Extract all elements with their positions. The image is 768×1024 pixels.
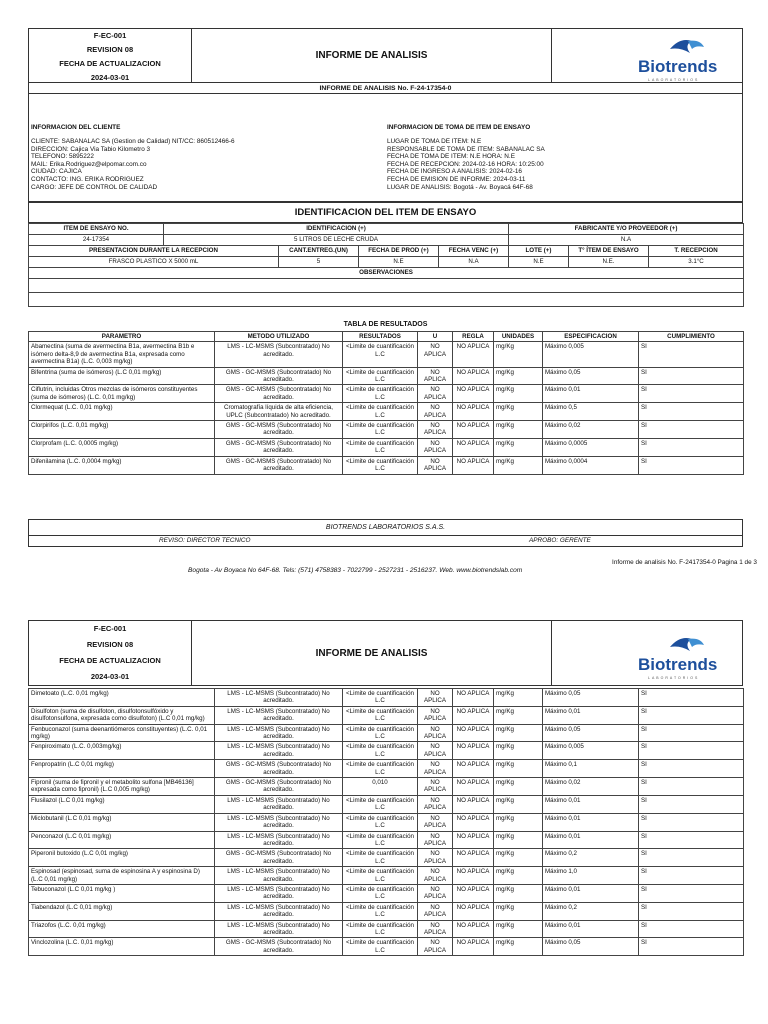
cell-especificacion: Máximo 0,2 [543, 849, 639, 867]
cell-parametro: Clorpirifos (L.C. 0,01 mg/kg) [29, 421, 215, 439]
logo-sub: LABORATORIOS [648, 78, 700, 82]
cell-parametro: Dimetoato (L.C. 0,01 mg/kg) [29, 689, 215, 707]
cell-resultado: <Limite de cuantificación L.C [343, 760, 418, 778]
cell-regla: NO APLICA [453, 403, 494, 421]
cell-unidades: mg/Kg [494, 778, 543, 796]
results-title: TABLA DE RESULTADOS [343, 321, 428, 328]
result-row [29, 403, 744, 421]
cell-resultado: <Limite de cuantificación L.C [343, 706, 418, 724]
cell-u: NO APLICA [418, 849, 453, 867]
cell-parametro: Tebuconazol (L.C 0,01 mg/kg ) [29, 884, 215, 902]
h-maker: FABRICANTE Y/O PROVEEDOR (+) [509, 224, 744, 235]
cell-regla: NO APLICA [453, 813, 494, 831]
cell-unidades: mg/Kg [494, 742, 543, 760]
cell-resultado: <Limite de cuantificación L.C [343, 403, 418, 421]
results-table-page1 [28, 331, 744, 475]
h-venc: FECHA VENC (+) [439, 246, 509, 257]
cell-unidades: mg/Kg [494, 438, 543, 456]
cell-parametro: Vinclozolina (L.C. 0,01 mg/kg) [29, 938, 215, 956]
cell-metodo: LMS - LC-MSMS (Subcontratado) No acreditado. [215, 342, 343, 367]
cell-unidades: mg/Kg [494, 813, 543, 831]
cell-u: NO APLICA [418, 938, 453, 956]
cell-cumplimiento: SI [639, 778, 744, 796]
client-info [31, 138, 381, 191]
logo-mark-icon [666, 635, 706, 653]
result-row [29, 813, 744, 831]
result-row [29, 795, 744, 813]
cell-especificacion: Máximo 0,05 [543, 689, 639, 707]
cell-parametro: Triazofos (L.C. 0,01 mg/kg) [29, 920, 215, 938]
h-cumplimiento: CUMPLIMIENTO [639, 332, 744, 342]
cell-resultado: <Limite de cuantificación L.C [343, 920, 418, 938]
cell-u: NO APLICA [418, 385, 453, 403]
result-row [29, 920, 744, 938]
cell-resultado: <Limite de cuantificación L.C [343, 813, 418, 831]
cell-metodo: LMS - LC-MSMS (Subcontratado) No acreditado. [215, 920, 343, 938]
cell-cumplimiento: SI [639, 920, 744, 938]
cell-cumplimiento: SI [639, 438, 744, 456]
cell-regla: NO APLICA [453, 920, 494, 938]
cell-u: NO APLICA [418, 742, 453, 760]
sampling-line: FECHA DE RECEPCION: 2024-02-16 HORA: 10:25:00 [387, 160, 544, 168]
report-number: INFORME DE ANALISIS No. F-24-17354-0 [319, 85, 452, 92]
cell-cumplimiento: SI [639, 813, 744, 831]
cell-parametro: Fipronil (suma de fipronil y el metabolito sulfona [MB46136] expresada como fipronil) (L.C 0,005 mg/kg) [29, 778, 215, 796]
logo-sub: LABORATORIOS [648, 676, 700, 680]
cell-cumplimiento: SI [639, 385, 744, 403]
cell-resultado: <Limite de cuantificación L.C [343, 795, 418, 813]
result-row [29, 867, 744, 885]
result-row [29, 724, 744, 742]
result-row [29, 456, 744, 474]
address: Bogota - Av Boyaca No 64F-68. Tels: (571) 4758383 - 7022799 - 2527231 - 2516237. Web. www.biotrendslab.com [188, 567, 523, 574]
presentation: FRASCO PLASTICO X 5000 mL [29, 257, 279, 268]
revision: REVISION 08 [86, 640, 134, 649]
sampling-line: FECHA DE INGRESO A ANALISIS: 2024-02-16 [387, 168, 522, 176]
cell-regla: NO APLICA [453, 849, 494, 867]
cell-parametro: Piperonil butoxido (L.C 0,01 mg/kg) [29, 849, 215, 867]
cell-cumplimiento: SI [639, 795, 744, 813]
result-row [29, 385, 744, 403]
cell-especificacion: Máximo 0,01 [543, 884, 639, 902]
cell-regla: NO APLICA [453, 831, 494, 849]
results-header-row [29, 332, 744, 342]
cell-especificacion: Máximo 0,5 [543, 403, 639, 421]
cell-especificacion: Máximo 0,005 [543, 742, 639, 760]
cell-unidades: mg/Kg [494, 456, 543, 474]
client-line: CIUDAD: CAJICA [31, 168, 82, 176]
cell-cumplimiento: SI [639, 403, 744, 421]
result-row [29, 367, 744, 385]
cell-regla: NO APLICA [453, 778, 494, 796]
cell-metodo: LMS - LC-MSMS (Subcontratado) No acreditado. [215, 795, 343, 813]
h-prod: FECHA DE PROD (+) [359, 246, 439, 257]
result-row [29, 689, 744, 707]
cell-u: NO APLICA [418, 403, 453, 421]
cell-unidades: mg/Kg [494, 689, 543, 707]
sampling-line: RESPONSABLE DE TOMA DE ITEM: SABANALAC SA [387, 145, 545, 153]
cell-unidades: mg/Kg [494, 938, 543, 956]
result-row [29, 706, 744, 724]
cell-parametro: Penconazol (L.C 0,01 mg/kg) [29, 831, 215, 849]
cell-especificacion: Máximo 0,01 [543, 795, 639, 813]
cell-metodo: GMS - GC-MSMS (Subcontratado) No acreditado. [215, 760, 343, 778]
biotrends-logo [638, 641, 734, 681]
client-heading: INFORMACION DEL CLIENTE [31, 124, 121, 131]
result-row [29, 421, 744, 439]
footer-lab-row [28, 519, 743, 536]
cell-cumplimiento: SI [639, 421, 744, 439]
qty: 5 [279, 257, 359, 268]
cell-unidades: mg/Kg [494, 831, 543, 849]
cell-metodo: GMS - GC-MSMS (Subcontratado) No acreditado. [215, 938, 343, 956]
h-u: U [418, 332, 453, 342]
cell-regla: NO APLICA [453, 438, 494, 456]
cell-resultado: <Limite de cuantificación L.C [343, 421, 418, 439]
cell-metodo: GMS - GC-MSMS (Subcontratado) No acreditado. [215, 456, 343, 474]
cell-especificacion: Máximo 0,0004 [543, 456, 639, 474]
cell-regla: NO APLICA [453, 689, 494, 707]
cell-metodo: LMS - LC-MSMS (Subcontratado) No acreditado. [215, 902, 343, 920]
cell-regla: NO APLICA [453, 902, 494, 920]
cell-especificacion: Máximo 0,005 [543, 342, 639, 367]
cell-parametro: Miclobutanil (L.C 0,01 mg/kg) [29, 813, 215, 831]
footer-sign-row [28, 535, 743, 547]
cell-regla: NO APLICA [453, 421, 494, 439]
item-section-title-row [28, 202, 743, 223]
observations-blank [29, 293, 744, 307]
temp-rec: 3.1°C [649, 257, 744, 268]
prod-date: N.E [359, 257, 439, 268]
update-date: 2024-03-01 [90, 672, 130, 681]
cell-regla: NO APLICA [453, 884, 494, 902]
cell-regla: NO APLICA [453, 342, 494, 367]
cell-metodo: LMS - LC-MSMS (Subcontratado) No acreditado. [215, 742, 343, 760]
cell-regla: NO APLICA [453, 456, 494, 474]
cell-resultado: <Limite de cuantificación L.C [343, 456, 418, 474]
cell-unidades: mg/Kg [494, 760, 543, 778]
page1-header [28, 28, 743, 83]
cell-regla: NO APLICA [453, 706, 494, 724]
cell-resultado: <Limite de cuantificación L.C [343, 884, 418, 902]
cell-u: NO APLICA [418, 706, 453, 724]
cell-resultado: <Limite de cuantificación L.C [343, 938, 418, 956]
cell-unidades: mg/Kg [494, 795, 543, 813]
info-block [28, 93, 743, 202]
cell-resultado: 0,010 [343, 778, 418, 796]
cell-parametro: Bifentrina (suma de isómeros) (L.C 0,01 mg/kg) [29, 367, 215, 385]
cell-unidades: mg/Kg [494, 342, 543, 367]
cell-metodo: GMS - GC-MSMS (Subcontratado) No acreditado. [215, 438, 343, 456]
cell-parametro: Fenbuconazol (suma deenantiómeros constituyentes) (L.C. 0,01 mg/kg) [29, 724, 215, 742]
cell-resultado: <Limite de cuantificación L.C [343, 867, 418, 885]
result-row [29, 831, 744, 849]
sampling-line: LUGAR DE TOMA DE ITEM: N.E [387, 138, 482, 145]
form-code: F-EC-001 [93, 624, 127, 633]
h-lote: LOTE (+) [509, 246, 569, 257]
biotrends-logo [638, 43, 734, 83]
cell-u: NO APLICA [418, 456, 453, 474]
client-line: DIRECCION: Cajica Via Tabio Kilometro 3 [31, 145, 151, 153]
sampling-heading: INFORMACION DE TOMA DE ITEM DE ENSAYO [387, 124, 531, 131]
cell-u: NO APLICA [418, 813, 453, 831]
cell-u: NO APLICA [418, 689, 453, 707]
cell-cumplimiento: SI [639, 689, 744, 707]
cell-metodo: Cromatografía líquida de alta eficiencia, UPLC (Subcontratado) No acreditado. [215, 403, 343, 421]
logo-cell [551, 29, 742, 82]
cell-metodo: LMS - LC-MSMS (Subcontratado) No acreditado. [215, 831, 343, 849]
cell-parametro: Disulfoton (suma de disulfoton, disulfotonsulfóxido y disulfotonsulfona, expresada como disulfoton) (L.C 0,01 mg/kg) [29, 706, 215, 724]
cell-u: NO APLICA [418, 884, 453, 902]
observations-heading: OBSERVACIONES [29, 268, 744, 279]
cell-cumplimiento: SI [639, 760, 744, 778]
lote: N.E [509, 257, 569, 268]
cell-parametro: Flusilazol (L.C 0,01 mg/kg) [29, 795, 215, 813]
cell-regla: NO APLICA [453, 724, 494, 742]
cell-unidades: mg/Kg [494, 385, 543, 403]
page-info: Informe de analisis No. F-2417354-0 Pagina 1 de 3 [612, 559, 757, 566]
cell-cumplimiento: SI [639, 456, 744, 474]
reviewed-by: REVISO: DIRECTOR TECNICO [159, 537, 251, 544]
cell-parametro: Fenpiroximato (L.C. 0,003mg/kg) [29, 742, 215, 760]
h-temp-item: T° ÍTEM DE ENSAYO [569, 246, 649, 257]
cell-unidades: mg/Kg [494, 403, 543, 421]
h-qty: CANT.ENTREG.(UN) [279, 246, 359, 257]
results-table-page2 [28, 688, 744, 956]
sampling-line: LUGAR DE ANALISIS: Bogotá - Av. Boyacá 64F-68 [387, 183, 533, 191]
h-ident: IDENTIFICACION (+) [164, 224, 509, 235]
cell-especificacion: Máximo 0,01 [543, 831, 639, 849]
client-line: CLIENTE: SABANALAC SA (Gestion de Calidad) NIT/CC: 860512466-6 [31, 138, 235, 145]
item-table [28, 223, 744, 307]
cell-resultado: <Limite de cuantificación L.C [343, 902, 418, 920]
logo-cell [551, 621, 742, 685]
result-row [29, 849, 744, 867]
cell-cumplimiento: SI [639, 884, 744, 902]
update-label: FECHA DE ACTUALIZACION [59, 656, 161, 665]
cell-unidades: mg/Kg [494, 421, 543, 439]
h-item-no: ITEM DE ENSAYO NO. [29, 224, 164, 235]
report-title: INFORME DE ANALISIS [315, 647, 428, 659]
item-section-title: IDENTIFICACION DEL ITEM DE ENSAYO [294, 207, 477, 218]
cell-u: NO APLICA [418, 867, 453, 885]
cell-resultado: <Limite de cuantificación L.C [343, 831, 418, 849]
cell-resultado: <Limite de cuantificación L.C [343, 438, 418, 456]
cell-cumplimiento: SI [639, 742, 744, 760]
cell-metodo: GMS - GC-MSMS (Subcontratado) No acreditado. [215, 778, 343, 796]
cell-parametro: Clormequat (L.C. 0,01 mg/kg) [29, 403, 215, 421]
client-line: MAIL: Erika.Rodriguez@elpomar.com.co [31, 160, 147, 168]
cell-cumplimiento: SI [639, 342, 744, 367]
cell-metodo: LMS - LC-MSMS (Subcontratado) No acreditado. [215, 884, 343, 902]
result-row [29, 902, 744, 920]
h-regla: REGLA [453, 332, 494, 342]
cell-cumplimiento: SI [639, 724, 744, 742]
cell-unidades: mg/Kg [494, 884, 543, 902]
h-especificacion: ESPECIFICACION [543, 332, 639, 342]
cell-unidades: mg/Kg [494, 920, 543, 938]
cell-metodo: LMS - LC-MSMS (Subcontratado) No acreditado. [215, 867, 343, 885]
cell-cumplimiento: SI [639, 867, 744, 885]
cell-u: NO APLICA [418, 902, 453, 920]
cell-u: NO APLICA [418, 724, 453, 742]
cell-metodo: LMS - LC-MSMS (Subcontratado) No acreditado. [215, 689, 343, 707]
cell-resultado: <Limite de cuantificación L.C [343, 724, 418, 742]
cell-metodo: GMS - GC-MSMS (Subcontratado) No acreditado. [215, 849, 343, 867]
h-resultados: RESULTADOS [343, 332, 418, 342]
cell-unidades: mg/Kg [494, 849, 543, 867]
ident: 5 LITROS DE LECHE CRUDA [164, 235, 509, 246]
client-line: CARGO: JEFE DE CONTROL DE CALIDAD [31, 183, 158, 191]
venc-date: N.A [439, 257, 509, 268]
cell-regla: NO APLICA [453, 795, 494, 813]
cell-u: NO APLICA [418, 438, 453, 456]
cell-u: NO APLICA [418, 342, 453, 367]
cell-especificacion: Máximo 0,05 [543, 367, 639, 385]
cell-parametro: Tiabendazol (L.C 0,01 mg/kg) [29, 902, 215, 920]
temp-item: N.E. [569, 257, 649, 268]
cell-u: NO APLICA [418, 920, 453, 938]
cell-especificacion: Máximo 0,02 [543, 421, 639, 439]
form-code: F-EC-001 [93, 31, 127, 40]
cell-unidades: mg/Kg [494, 724, 543, 742]
result-row [29, 438, 744, 456]
header-meta [29, 29, 192, 82]
sampling-line: FECHA DE EMISION DE INFORME: 2024-03-11 [387, 175, 526, 183]
cell-u: NO APLICA [418, 778, 453, 796]
cell-unidades: mg/Kg [494, 867, 543, 885]
logo-text: Biotrends [638, 57, 718, 76]
h-temp-rec: T. RECEPCION [649, 246, 744, 257]
cell-unidades: mg/Kg [494, 706, 543, 724]
cell-regla: NO APLICA [453, 367, 494, 385]
result-row [29, 938, 744, 956]
cell-u: NO APLICA [418, 421, 453, 439]
cell-especificacion: Máximo 0,0005 [543, 438, 639, 456]
cell-metodo: GMS - GC-MSMS (Subcontratado) No acreditado. [215, 367, 343, 385]
h-metodo: METODO UTILIZADO [215, 332, 343, 342]
result-row [29, 342, 744, 367]
cell-u: NO APLICA [418, 795, 453, 813]
cell-especificacion: Máximo 0,02 [543, 778, 639, 796]
cell-parametro: Fenpropatrin (L.C 0,01 mg/kg) [29, 760, 215, 778]
cell-cumplimiento: SI [639, 849, 744, 867]
cell-unidades: mg/Kg [494, 367, 543, 385]
logo-text: Biotrends [638, 655, 718, 674]
cell-especificacion: Máximo 0,01 [543, 706, 639, 724]
cell-especificacion: Máximo 1,0 [543, 867, 639, 885]
cell-u: NO APLICA [418, 760, 453, 778]
h-presentation: PRESENTACION DURANTE LA RECEPCION [29, 246, 279, 257]
cell-cumplimiento: SI [639, 938, 744, 956]
cell-regla: NO APLICA [453, 938, 494, 956]
client-line: TELEFONO: 5895222 [31, 153, 94, 161]
logo-mark-icon [666, 37, 706, 55]
h-parametro: PARAMETRO [29, 332, 215, 342]
sampling-line: FECHA DE TOMA DE ITEM: N.E HORA: N.E [387, 153, 515, 161]
cell-u: NO APLICA [418, 831, 453, 849]
cell-parametro: Abamectina (suma de avermectina B1a, avermectina B1b e isómero delta-8,9 de avermectina B1a, expresada como avermectina B1a) (L.C. 0,003 mg/kg) [29, 342, 215, 367]
cell-cumplimiento: SI [639, 706, 744, 724]
cell-regla: NO APLICA [453, 760, 494, 778]
cell-especificacion: Máximo 0,05 [543, 938, 639, 956]
update-date: 2024-03-01 [90, 73, 130, 82]
cell-metodo: LMS - LC-MSMS (Subcontratado) No acreditado. [215, 724, 343, 742]
cell-parametro: Clorprofam (L.C. 0,0005 mg/kg) [29, 438, 215, 456]
observations-blank [29, 279, 744, 293]
h-unidades: UNIDADES [494, 332, 543, 342]
result-row [29, 884, 744, 902]
cell-metodo: LMS - LC-MSMS (Subcontratado) No acreditado. [215, 813, 343, 831]
client-line: CONTACTO: ING. ERIKA RODRIGUEZ [31, 175, 144, 183]
cell-resultado: <Limite de cuantificación L.C [343, 689, 418, 707]
cell-cumplimiento: SI [639, 367, 744, 385]
result-row [29, 778, 744, 796]
cell-u: NO APLICA [418, 367, 453, 385]
approved-by: APROBO: GERENTE [529, 537, 591, 544]
item-no: 24-17354 [29, 235, 164, 246]
cell-especificacion: Máximo 0,05 [543, 724, 639, 742]
revision: REVISION 08 [86, 45, 134, 54]
cell-parametro: Difenilamina (L.C. 0,0004 mg/kg) [29, 456, 215, 474]
cell-regla: NO APLICA [453, 867, 494, 885]
cell-unidades: mg/Kg [494, 902, 543, 920]
maker: N.A [509, 235, 744, 246]
cell-regla: NO APLICA [453, 742, 494, 760]
cell-resultado: <Limite de cuantificación L.C [343, 385, 418, 403]
cell-especificacion: Máximo 0,1 [543, 760, 639, 778]
result-row [29, 760, 744, 778]
cell-especificacion: Máximo 0,01 [543, 385, 639, 403]
cell-cumplimiento: SI [639, 831, 744, 849]
header-meta [29, 621, 192, 685]
cell-resultado: <Limite de cuantificación L.C [343, 849, 418, 867]
cell-especificacion: Máximo 0,2 [543, 902, 639, 920]
cell-especificacion: Máximo 0,01 [543, 920, 639, 938]
cell-parametro: Espinosad (espinosad, suma de espinosina A y espinosina D) (L.C 0,01 mg/kg) [29, 867, 215, 885]
cell-cumplimiento: SI [639, 902, 744, 920]
cell-parametro: Ciflutrin, incluidas Otros mezclas de isómeros constituyentes (suma de isómeros) (L.C. 0,01 mg/kg) [29, 385, 215, 403]
footer-lab: BIOTRENDS LABORATORIOS S.A.S. [325, 524, 446, 531]
cell-metodo: LMS - LC-MSMS (Subcontratado) No acreditado. [215, 706, 343, 724]
sampling-info [387, 138, 737, 191]
cell-resultado: <Limite de cuantificación L.C [343, 742, 418, 760]
cell-resultado: <Limite de cuantificación L.C [343, 342, 418, 367]
result-row [29, 742, 744, 760]
cell-regla: NO APLICA [453, 385, 494, 403]
update-label: FECHA DE ACTUALIZACION [59, 59, 161, 68]
page2-header [28, 620, 743, 686]
cell-metodo: GMS - GC-MSMS (Subcontratado) No acreditado. [215, 421, 343, 439]
cell-metodo: GMS - GC-MSMS (Subcontratado) No acreditado. [215, 385, 343, 403]
cell-resultado: <Limite de cuantificación L.C [343, 367, 418, 385]
cell-especificacion: Máximo 0,01 [543, 813, 639, 831]
report-title: INFORME DE ANALISIS [315, 50, 428, 61]
